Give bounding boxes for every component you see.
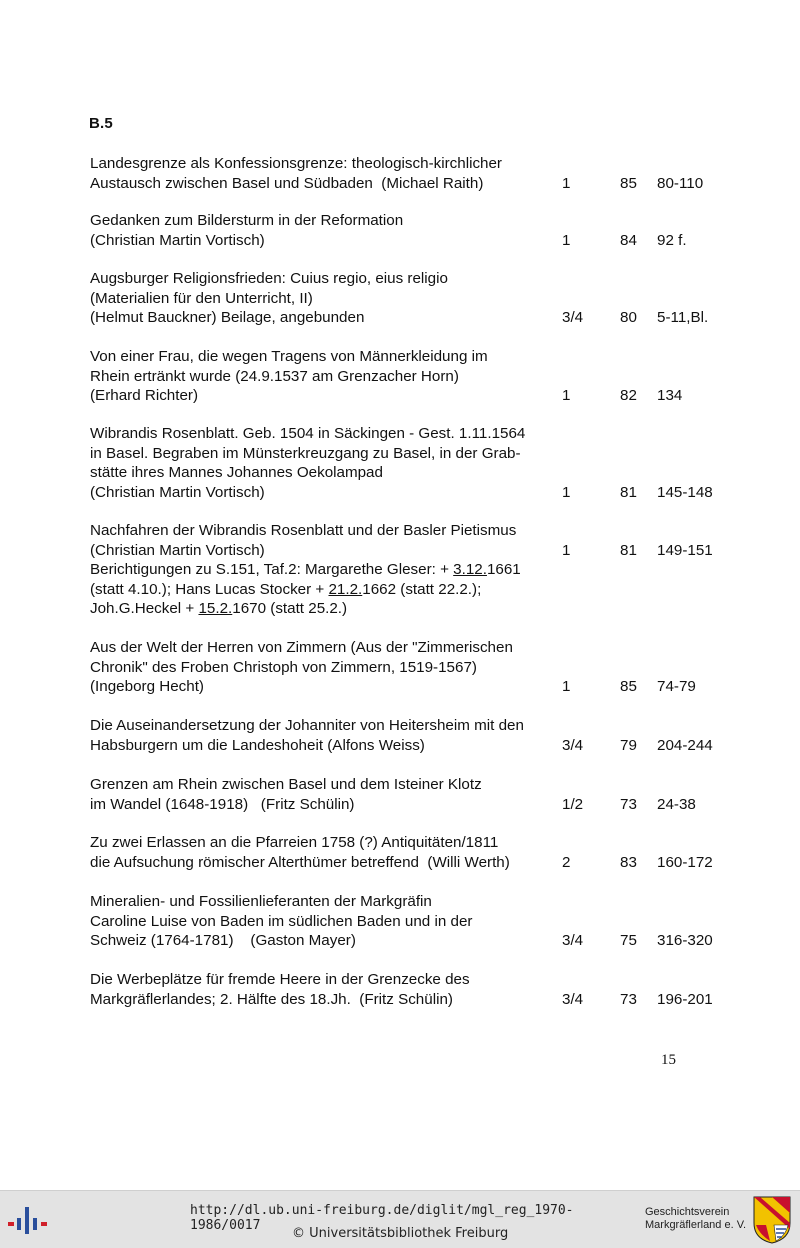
entry-heft: 1	[562, 541, 571, 559]
entry-title: Aus der Welt der Herren von Zimmern (Aus der "Zimmerischen Chronik" des Froben Christoph von Zimmern, 1519-1567) (Ingeborg Hecht)	[90, 639, 513, 695]
correction-text: (statt 4.10.); Hans Lucas Stocker +	[90, 580, 329, 598]
entry-year: 85	[620, 174, 637, 192]
entry-heft: 3/4	[562, 736, 584, 754]
footer-bar	[0, 1190, 800, 1248]
page-number: 15	[661, 1052, 676, 1068]
brand-line-1: Geschichtsverein	[645, 1206, 730, 1218]
entry-pages: 5-11,Bl.	[657, 309, 709, 326]
entry-year: 75	[620, 932, 637, 949]
entry-heft: 1	[562, 231, 571, 249]
footer-copyright: © Universitätsbibliothek Freiburg	[292, 1226, 509, 1241]
entry-pages: 160-172	[657, 853, 713, 871]
entry-pages: 149-151	[657, 541, 713, 559]
entry-year: 81	[620, 541, 637, 559]
entry-year: 73	[620, 990, 637, 1008]
entry-title: Zu zwei Erlassen an die Pfarreien 1758 (?) Antiquitäten/1811 die Aufsuchung römischer Alterthümer betreffend (Willi Werth)	[90, 834, 510, 871]
entry-year: 85	[620, 678, 637, 695]
footer-url-link[interactable]: http://dl.ub.uni-freiburg.de/diglit/mgl_reg_1970-1986/0017	[190, 1203, 574, 1233]
entry-year: 79	[620, 736, 637, 754]
correction-text: Berichtigungen zu S.151, Taf.2: Margarethe Gleser: +	[90, 561, 454, 578]
entry-corrections	[90, 560, 555, 619]
entry-year: 73	[620, 795, 637, 813]
entry-year: 80	[620, 309, 637, 326]
correction-text: 1670 (statt 25.2.)	[232, 600, 348, 617]
entry-pages: 80-110	[657, 174, 704, 192]
correction-date-underlined: 21.2.	[328, 580, 363, 598]
entry-heft: 3/4	[562, 990, 584, 1008]
entry-year: 81	[620, 483, 637, 501]
correction-date-underlined: 15.2.	[198, 600, 233, 617]
ub-freiburg-logo-icon	[8, 1201, 50, 1235]
correction-text: 1661	[486, 561, 521, 578]
entry-title: Gedanken zum Bildersturm in der Reformation (Christian Martin Vortisch)	[90, 212, 404, 249]
entry-heft: 1	[562, 678, 571, 695]
entry-heft: 1	[562, 387, 571, 404]
entry-year: 83	[620, 853, 637, 871]
entry-pages: 316-320	[657, 932, 713, 949]
entry-year: 82	[620, 387, 637, 404]
entry-title: Landesgrenze als Konfessionsgrenze: theologisch-kirchlicher Austausch zwischen Basel und Südbaden (Michael Raith)	[90, 155, 502, 192]
entry-title: Die Auseinandersetzung der Johanniter von Heitersheim mit den Habsburgern um die Landeshoheit (Alfons Weiss)	[90, 717, 524, 754]
correction-text: Joh.G.Heckel +	[90, 600, 199, 617]
entry-pages: 92 f.	[657, 231, 687, 249]
entry-title: Die Werbeplätze für fremde Heere in der Grenzecke des Markgräflerlandes; 2. Hälfte des 18.Jh. (Fritz Schülin)	[90, 971, 470, 1008]
entry-pages: 24-38	[657, 795, 696, 813]
entry-title: Grenzen am Rhein zwischen Basel und dem Isteiner Klotz im Wandel (1648-1918) (Fritz Schülin)	[90, 776, 482, 813]
entry-title: Von einer Frau, die wegen Tragens von Männerkleidung im Rhein ertränkt wurde (24.9.1537 am Grenzacher Horn) (Erhard Richter)	[90, 348, 488, 404]
entry-pages: 74-79	[657, 678, 696, 695]
correction-date-underlined: 3.12.	[453, 561, 487, 578]
entry-pages: 196-201	[657, 990, 713, 1008]
entry-title: Wibrandis Rosenblatt. Geb. 1504 in Säckingen - Gest. 1.11.1564 in Basel. Begraben im Münsterkreuzgang zu Basel, in der Grab- stätte ihres Mannes Johannes Oekolampad (Christian Martin Vortisch)	[90, 425, 526, 501]
entry-title: Mineralien- und Fossilienlieferanten der Markgräfin Caroline Luise von Baden im südlichen Baden und in der Schweiz (1764-1781) (Gaston Mayer)	[90, 893, 473, 949]
entry-heft: 1/2	[562, 795, 584, 813]
entry-title: Nachfahren der Wibrandis Rosenblatt und der Basler Pietismus (Christian Martin Vortisch)	[90, 522, 517, 559]
entry-year: 84	[620, 231, 637, 249]
entry-pages: 204-244	[657, 736, 713, 754]
entry-heft: 1	[562, 483, 571, 501]
correction-text: 1662 (statt 22.2.);	[362, 580, 482, 598]
section-label: B.5	[89, 115, 113, 132]
coat-of-arms-icon	[752, 1195, 792, 1245]
entry-pages: 145-148	[657, 483, 713, 501]
entry-title: Augsburger Religionsfrieden: Cuius regio, eius religio (Materialien für den Unterricht, II) (Helmut Bauckner) Beilage, angebunden	[90, 270, 448, 326]
entry-heft: 3/4	[562, 309, 584, 326]
brand-line-2: Markgräflerland e. V.	[645, 1219, 747, 1231]
footer-brand	[645, 1206, 755, 1232]
entry-pages: 134	[657, 387, 683, 404]
entry-heft: 2	[562, 853, 571, 871]
entry-heft: 3/4	[562, 932, 584, 949]
entry-heft: 1	[562, 174, 571, 192]
